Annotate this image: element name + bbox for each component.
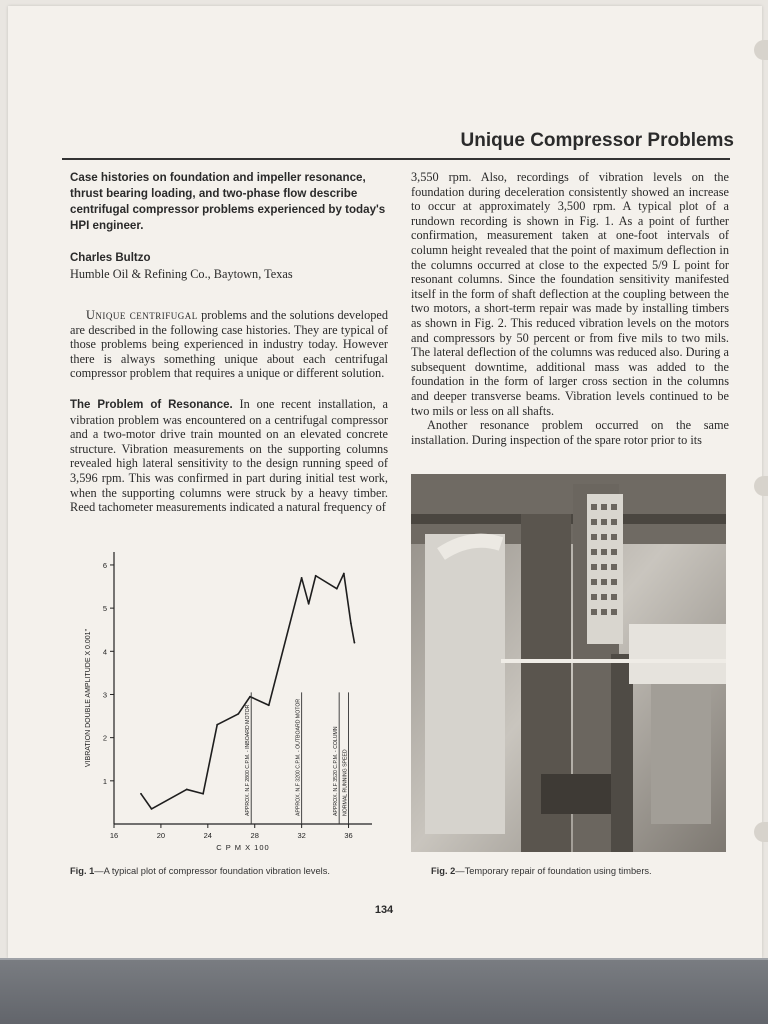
x-tick-label: 24 (203, 831, 212, 840)
article-dek: Case histories on foundation and impeller resonance, thrust bearing loading, and two-phase flow describe centrifugal compressor problems experienced by today's HPI engineer. (70, 171, 386, 232)
y-tick-label: 2 (102, 733, 107, 743)
data-point (186, 789, 188, 791)
data-point (237, 713, 239, 715)
second-resonance-paragraph: Another resonance problem occurred on the same installation. During inspection of the spare rotor prior to its (411, 418, 729, 447)
strip-edge (0, 958, 768, 960)
left-column (70, 170, 388, 515)
vibration-chart (72, 540, 392, 860)
y-axis-label: VIBRATION DOUBLE AMPLITUDE X 0.001" (85, 628, 92, 768)
article-title: Unique Compressor Problems (460, 130, 734, 151)
annotation-label: APPROX. N.F 2800 C.P.M. - INBOARD MOTOR (245, 704, 252, 816)
binder-hole (754, 476, 768, 496)
fig2-caption (431, 866, 652, 876)
continued-paragraph: 3,550 rpm. Also, recordings of vibration levels on the foundation during deceleration consistently showed an increase to occur at approximately 3,500 rpm. A typical plot of a rundown recording is shown in Fig. 1. As a point of further confirmation, measurement taken at one-foot intervals of column height revealed that the point of maximum deflection in the columns occurred at close to the expected 5/9 L point for resonant columns. Since the foundation sensitivity manifested itself in the form of shaft deflection at the coupling between the two motors, a short-term repair was made by installing timbers as shown in Fig. 2. This reduced vibration levels on the motors and compressors by 50 percent or from five mils to two mils. The lateral deflection of the columns was reduced also. During a subsequent downtime, additional mass was added to the foundation in the form of larger cross section in the columns and deeper transverse beams. Vibration levels continued to be two mils or less on all shafts. (411, 170, 729, 418)
y-tick-label: 1 (102, 776, 107, 786)
data-point (354, 642, 356, 644)
data-point (140, 793, 142, 795)
fig2-caption-text: —Temporary repair of foundation using timbers. (455, 866, 652, 876)
scan-background-strip (0, 958, 768, 1024)
title-rule (62, 158, 730, 160)
resonance-paragraph (70, 397, 388, 515)
x-axis-label: C P M X 100 (216, 843, 270, 852)
annotation-label: APPROX. N.F 3200 C.P.M. - OUTBOARD MOTOR (295, 698, 302, 816)
x-tick-label: 16 (109, 831, 119, 840)
data-point (308, 603, 310, 605)
data-point (336, 588, 338, 590)
intro-lead: Unique centrifugal (86, 308, 198, 322)
section-heading: The Problem of Resonance. (70, 398, 233, 411)
author-name: Charles Bultzo (70, 252, 151, 264)
x-tick-label: 32 (297, 831, 306, 840)
page-number: 134 (374, 904, 394, 916)
annotation-label: NORMAL RUNNING SPEED (342, 749, 349, 816)
author-affiliation: Humble Oil & Refining Co., Baytown, Texas (70, 267, 293, 281)
data-point (315, 575, 317, 577)
bleed-through-text (68, 14, 728, 144)
intro-text: problems and the solutions developed are described in the following case histories. They are typical of those problems being experienced in industry today. However there is always something unique about each centrifugal compressor problem that requires a unique or different solution. (70, 308, 388, 381)
fig1-caption (70, 866, 330, 876)
x-tick-label: 28 (250, 831, 259, 840)
x-tick-label: 20 (156, 831, 166, 840)
binder-hole (754, 822, 768, 842)
annotation-label: APPROX. N.F 3520 C.P.M. - COLUMN (333, 726, 340, 816)
data-point (216, 724, 218, 726)
right-column (411, 170, 729, 447)
timber-repair-image (411, 474, 726, 852)
binder-hole (754, 40, 768, 60)
y-tick-label: 5 (102, 604, 107, 614)
x-tick-label: 36 (344, 831, 353, 840)
data-point (268, 704, 270, 706)
y-tick-label: 3 (102, 690, 107, 700)
data-point (202, 793, 204, 795)
fig1-caption-text: —A typical plot of compressor foundation vibration levels. (94, 866, 330, 876)
data-point (249, 696, 251, 698)
data-point (343, 573, 345, 575)
y-tick-label: 6 (102, 560, 107, 570)
intro-paragraph (70, 308, 388, 381)
data-point (301, 577, 303, 579)
resonance-text: In one recent installation, a vibration problem was encountered on a centrifugal compressor and a two-motor drive train mounted on an elevated concrete structure. Vibration measurements on the supporting columns revealed high lateral sensitivity to the design running speed of 3,596 rpm. This was confirmed in part during initial test work, when the supporting columns were struck by a heavy timber. Reed tachometer measurements indicated a natural frequency of (70, 396, 388, 515)
fig1-caption-label: Fig. 1 (70, 866, 95, 876)
y-tick-label: 4 (102, 647, 107, 657)
foundation-photo (411, 474, 726, 852)
fig2-caption-label: Fig. 2 (431, 866, 456, 876)
data-point (151, 808, 153, 810)
data-point (350, 622, 352, 624)
